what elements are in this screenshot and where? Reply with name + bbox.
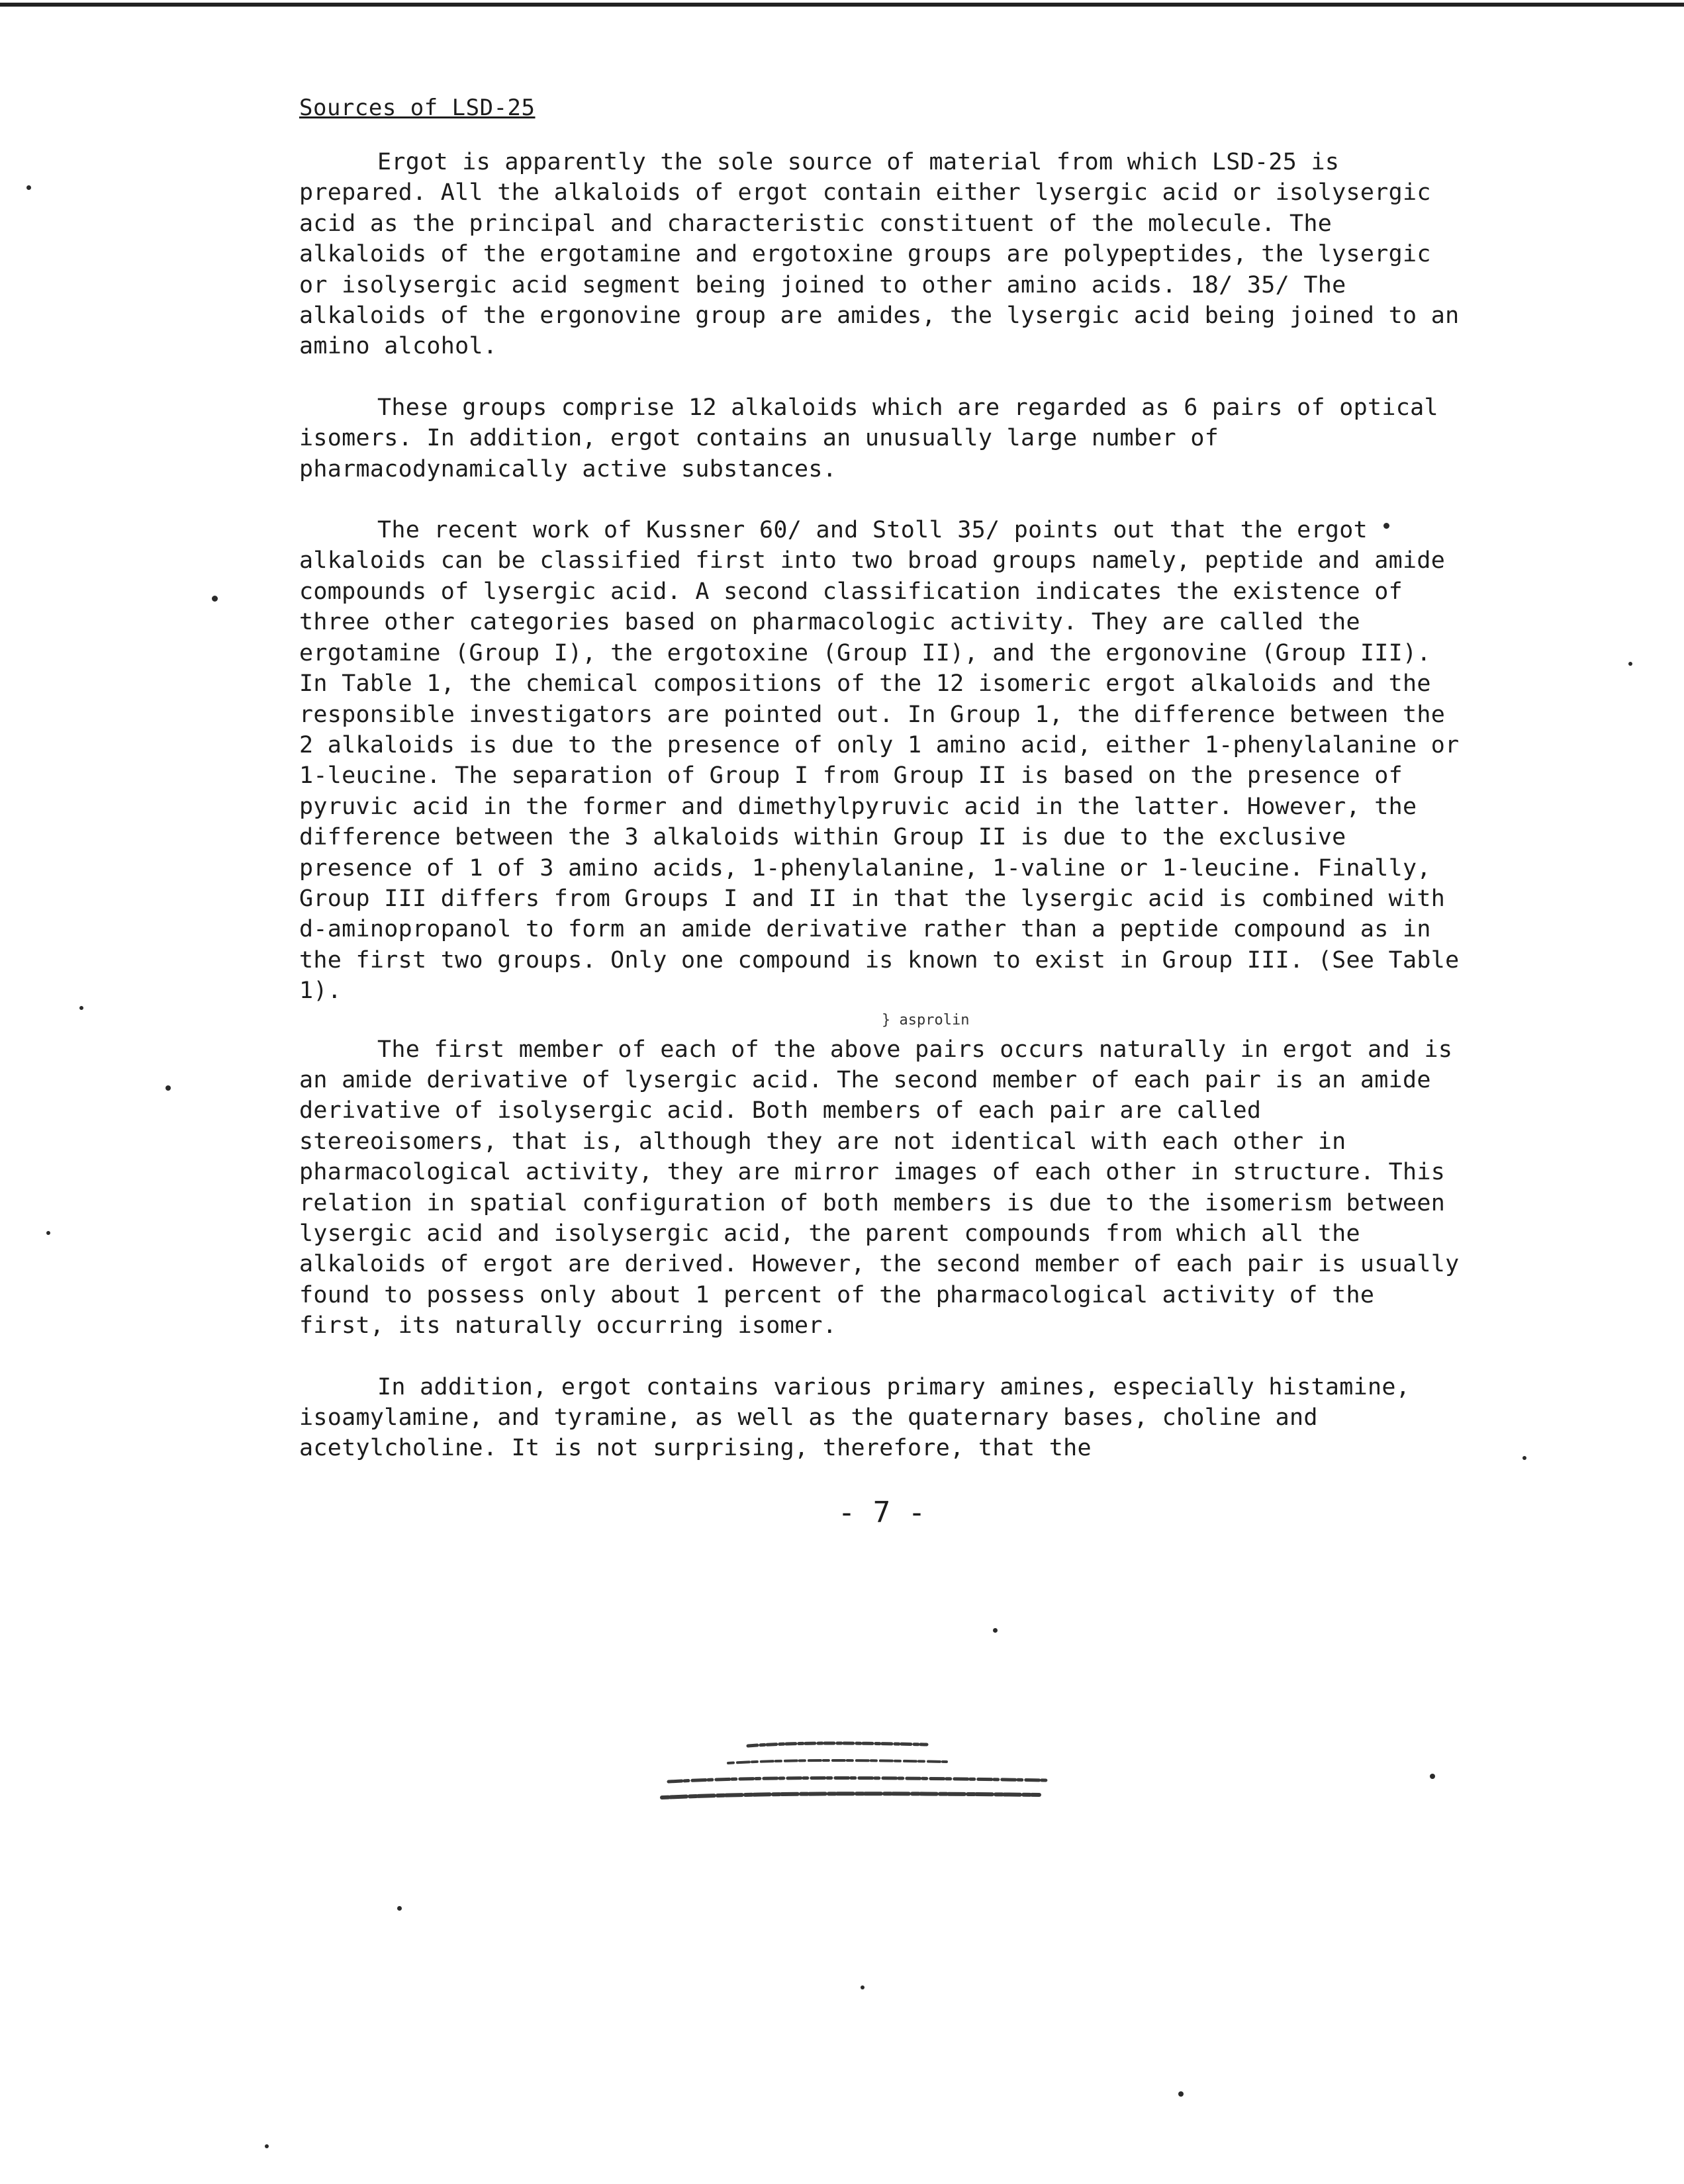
scan-speck: [1628, 662, 1632, 666]
paragraph-ergot-source: Ergot is apparently the sole source of material from which LSD-25 is prepared. All the alkaloids of ergot contain either lysergic acid or isolysergic acid as the principal and characteristic constituent of the molecule. The alkaloids of the ergotamine and ergotoxine groups are polypeptides, the lysergic or isolysergic acid segment being joined to other amino acids. 18/ 35/ The alkaloids of the ergonovine group are amides, the lysergic acid being joined to an amino alcohol.: [299, 149, 1460, 360]
scan-speck: [397, 1906, 402, 1911]
scan-speck: [1178, 2091, 1184, 2097]
paragraph-alkaloid-groups: These groups comprise 12 alkaloids which are regarded as 6 pairs of optical isomers. In addition, ergot contains an unusually large number of pharmacodynamically active substances.: [299, 394, 1438, 482]
scan-speck: [212, 596, 218, 602]
paragraph-classification: The recent work of Kussner 60/ and Stoll 35/ points out that the ergot alkaloids can be classified first into two broad groups namely, peptide and amide compounds of lysergic acid. A second classification indicates the existence of three other categories based on pharmacologic activity. They are called the ergotamine (Group I), the ergotoxine (Group II), and the ergonovine (Group III). In Table 1, the chemical compositions of the 12 isomeric ergot alkaloids and the responsible investigators are pointed out. In Group 1, the difference between the 2 alkaloids is due to the presence of only 1 amino acid, either 1-phenylalanine or 1-leucine. The separation of Group I from Group II is based on the presence of pyruvic acid in the former and dimethylpyruvic acid in the latter. However, the difference between the 3 alkaloids within Group II is due to the exclusive presence of 1 of 3 amino acids, 1-phenylalanine, 1-valine or 1-leucine. Finally, Group III differs from Groups I and II in that the lysergic acid is combined with d-aminopropanol to form an amide derivative rather than a peptide compound as in the first two groups. Only one compound is known to exist in Group III. (See Table 1).: [299, 517, 1460, 1005]
scan-speck: [26, 185, 31, 190]
scan-speck: [165, 1085, 171, 1091]
scan-speck: [993, 1628, 998, 1633]
scan-speck: [1383, 523, 1389, 529]
paragraph-stereoisomers: The first member of each of the above pairs occurs naturally in ergot and is an amide derivative of lysergic acid. The second member of each pair is an amide derivative of isolysergic acid. Both members of each pair are called stereoisomers, that is, although they are not identical with each other in pharmacological activity, they are mirror images of each other in structure. This relation in spatial configuration of both members is due to the isomerism between lysergic acid and isolysergic acid, the parent compounds from which all the alkaloids of ergot are derived. However, the second member of each pair is usually found to possess only about 1 percent of the pharmacological activity of the first, its naturally occurring isomer.: [299, 1036, 1460, 1340]
section-heading: Sources of LSD-25: [299, 95, 536, 121]
scan-speck: [46, 1231, 50, 1235]
scan-speck: [1522, 1456, 1526, 1460]
scan-speck: [861, 1985, 865, 1989]
top-border-line: [0, 3, 1684, 7]
paragraph-primary-amines: In addition, ergot contains various primary amines, especially histamine, isoamylamine, and tyramine, as well as the quaternary bases, choline and acetylcholine. It is not surprising, therefore, that the: [299, 1373, 1411, 1462]
handwritten-marginal-note: } asprolin: [882, 1011, 970, 1028]
faded-stamp-marking: [649, 1734, 1059, 1813]
scan-speck: [1430, 1774, 1435, 1779]
page-number: - 7 -: [837, 1495, 926, 1529]
document-page: [299, 93, 1464, 1531]
scan-speck: [79, 1006, 83, 1010]
scan-speck: [265, 2144, 269, 2148]
